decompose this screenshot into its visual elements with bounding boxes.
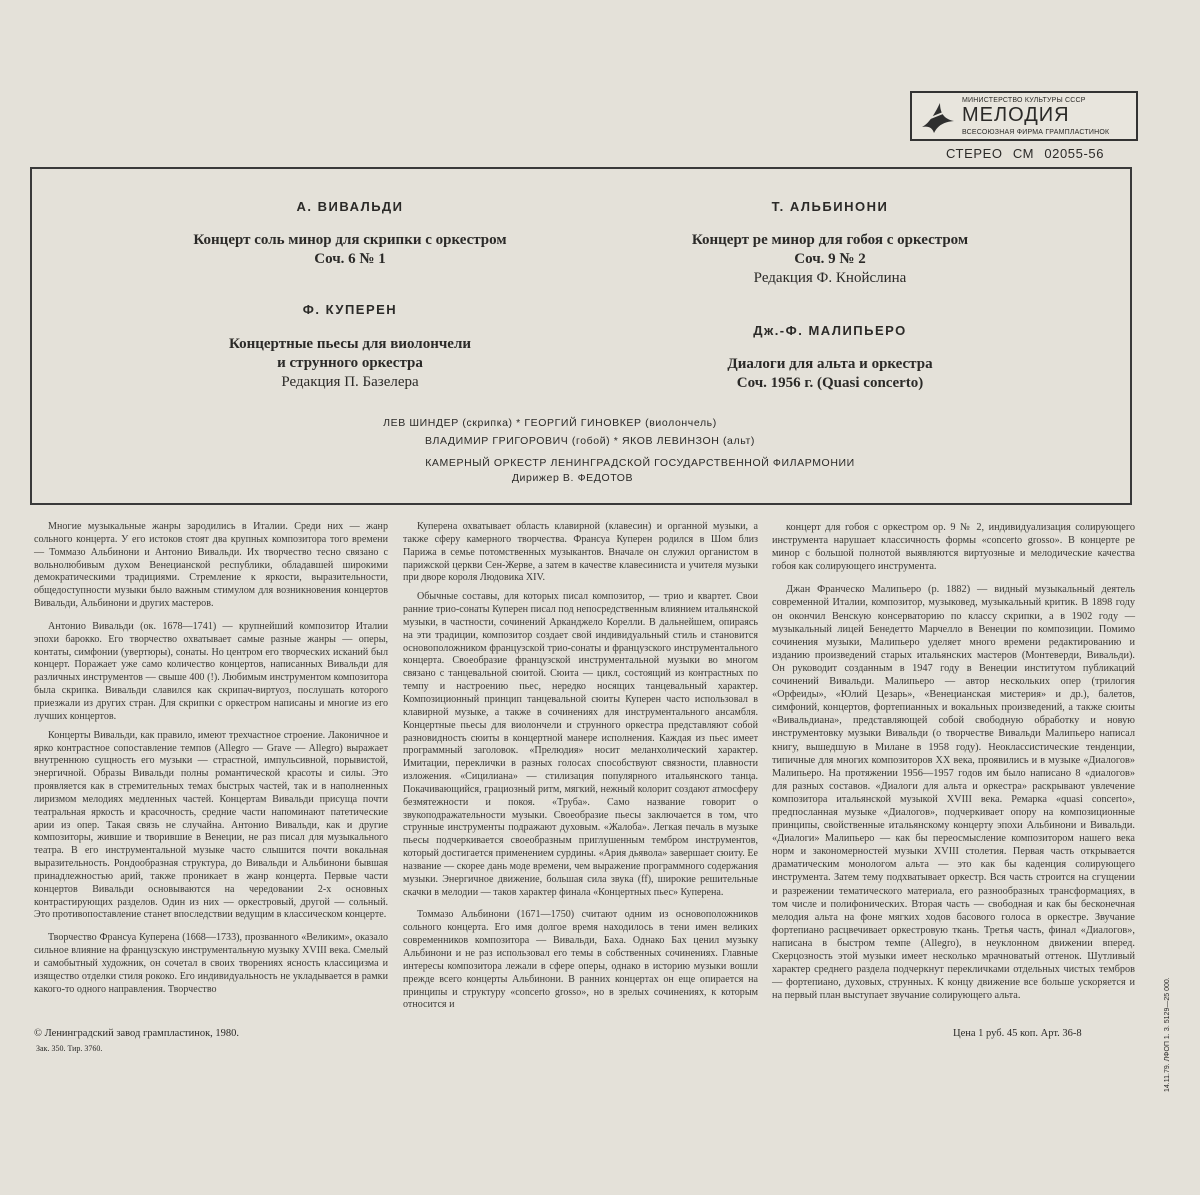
work-title-line: и струнного оркестра — [277, 355, 423, 371]
composer-malipiero: Дж.-Ф. МАЛИПЬЕРО — [753, 323, 907, 338]
work-albinoni — [610, 231, 1050, 288]
composer-couperin: Ф. КУПЕРЕН — [302, 302, 398, 317]
paragraph: Джан Франческо Малипьеро (р. 1882) — видный музыкальный деятель современной Италии, композитор, музыковед, музыкальный критик. В 1898 году он окончил Венскую консерваторию по классу скрипки, а в 1902 году — музыкальный лицей Бенедетто Марчелло в Венеции по композиции. Помимо сочинения музыки, Малипьеро уделяет много времени редактированию и изданию произведений старых итальянских мастеров (Монтеверди, Вивальди). Он руководит созданным в 1947 году в Венеции институтом публикаций сочинений Вивальди. Малипьеро — автор нескольких опер (трилогия «Орфеиды», «Юлий Цезарь», «Венецианская мистерия» и др.), балетов, симфоний, концертов, фортепианных и вокальных произведений, а также сюиты «Вивальдиана», представляющей собой свободную обработку и новую инструментовку музыки Вивальди (о творчестве Вивальди Малипьеро написал книгу, вышедшую в Милане в 1958 году). Неоклассистические тенденции, типичные для многих композиторов XX века, проявились и в музыке «Диалогов» Малипьеро. На протяжении 1956—1957 годов им было написано 8 «диалогов» для разных составов. «Диалоги для альта и оркестра» раскрывают увлечение композитора итальянской музыкой XVIII века. Ремарка «quasi concerto», предпосланная музыке «Диалогов», подчеркивает опору на композиционные принципы, свойственные итальянскому концерту эпохи Альбинони и Вивальди. «Диалоги» Малипьеро — как бы переосмысление композитором нашего века норм и закономерностей музыки XVIII столетия. Первая часть открывается драматическим монологом альта — это как бы каденция солирующего инструмента. Затем тему подхватывает оркестр. Вся часть строится на сгущении и разрежении тематического материала, его разнообразных трансформациях, в том числе и полифонических. Вторая часть — свободная и как бы бесконечная мелодия альта на фоне мягких ходов басового голоса в оркестре. Звучание фортепиано расцвечивает оркестровую ткань. Третья часть, финал «Диалогов», написана в быстром темпе (Allegro), в неуклонном движении вперед. Скерцозность этой музыки имеет несколько мрачноватый оттенок. Шутливый характер среднего раздела подчеркнут перекличками отдельных чистых тембров — фортепиано, духовых, струнных. К концу движение все больше ускоряется и на первый план выступает звучание солирующего альта. — [772, 584, 1135, 1002]
text-column-2 — [403, 521, 758, 1018]
work-opus-line: Соч. 9 № 2 — [794, 251, 866, 267]
composer-albinoni: Т. АЛЬБИНОНИ — [771, 199, 889, 214]
work-title-line: Концерт ре минор для гобоя с оркестром — [691, 232, 969, 248]
work-opus-line: Соч. 6 № 1 — [314, 251, 386, 267]
catalog-number: СТЕРЕО СМ 02055-56 — [946, 146, 1105, 161]
conductor-line: Дирижер В. ФЕДОТОВ — [511, 472, 634, 484]
paragraph: Антонио Вивальди (ок. 1678—1741) — крупнейший композитор Италии эпохи барокко. Его творчество охватывает самые разные жанры — оперы, контаты, симфонии (увертюры), сонаты. Но центром его творческих исканий был концерт. Поражает уже само количество концертов, написанных Вивальди для различных инструментов — свыше 400 (!). Любимым инструментом композитора была скрипка. Вивальди славился как скрипач-виртуоз, послушать которого приезжали из других стран. Для скрипки с оркестром написаны и многие из его лучших концертов. — [34, 620, 388, 722]
paragraph: концерт для гобоя с оркестром ор. 9 № 2, индивидуализация солирующего инструмента нарушает классичность формы «concerto grosso». В концерте ре минор с большой полнотой выявляются виртуозные и мелодические качества гобоя как солирующего инструмента. — [772, 522, 1135, 573]
text-column-1 — [34, 521, 388, 1003]
text-column-3 — [772, 521, 1135, 1008]
print-code-text: 14.11.79. ЛФОП 1. З. 5129—25 000. — [1164, 977, 1171, 1092]
work-vivaldi — [130, 231, 570, 269]
soloists-line-1: ЛЕВ ШИНДЕР (скрипка) * ГЕОРГИЙ ГИНОВКЕР (виолончель) — [383, 417, 717, 429]
paragraph: Обычные составы, для которых писал композитор, — трио и квартет. Свои ранние трио-сонаты Куперен писал под непосредственным влиянием итальянской музыки, в частности, сочинений Арканджело Корелли. В дальнейшем, опираясь на эти традиции, композитор создает свой индивидуальный стиль и становится основоположником французской трио-сонаты и французского инструментального концерта. Своеобразие французской инструментальной музыки во многом связано с танцевальной сюитой. Сюита — цикл, состоящий из контрастных по темпу и настроению пьес, нередко носящих танцевальный характер. Композиционный принцип танцевальной сюиты Куперен часто использовал в клавирной музыке, а также в сочинениях для инструментального ансамбля. Концертные пьесы для виолончели и струнного оркестра представляют собой разновидность сюиты в концертной манере исполнения. Каждая из пьес имеет программный заголовок. «Прелюдия» носит меланхолический характер. Имитации, переклички в разных голосах способствуют связности, плавности изложения. «Сицилиана» — стилизация популярного итальянского танца. Покачивающийся, грациозный ритм, мягкий, нежный колорит создают атмосферу безмятежности и покоя. «Труба». Само название говорит о звукоподражательности музыки. Своеобразие пьесы заключается в том, что струнные инструменты подражают духовым. «Жалоба». Легкая печаль в музыке пьесы подчеркивается своеобразным приглушенным тембром инструментов, который достигается применением сурдины. «Ария дьявола» завершает сюиту. Ее название — скорее дань моде времени, чем выражение программного содержания музыки. Энергичное движение, большая сила звука (ff), широкие решительные скачки в мелодии — таков характер финала «Концертных пьес» Куперена. — [403, 591, 758, 898]
paragraph: Творчество Франсуа Куперена (1668—1733), прозванного «Великим», оказало сильное влияние на французскую инструментальную музыку XVIII века. Смелый и самобытный художник, он сочетал в своих творениях ясность классицизма и изящество отделки стиля рококо. Его индивидуальность не укладывается в рамки какого-то одного направления. Творчество — [34, 932, 388, 995]
logo-ministry-text: МИНИСТЕРСТВО КУЛЬТУРЫ СССР — [962, 97, 1086, 104]
soloists-line-2: ВЛАДИМИР ГРИГОРОВИЧ (гобой) * ЯКОВ ЛЕВИНЗОН (альт) — [425, 435, 755, 447]
work-title-line: Концертные пьесы для виолончели — [228, 336, 472, 352]
paragraph: Концерты Вивальди, как правило, имеют трехчастное строение. Лаконичное и ярко контрастное сопоставление темпов (Allegro — Grave — Allegro) выражает внутреннюю сущность его музыки — страстной, импульсивной, порывистой, энергичной. Образы Вивальди полны романтической красоты и силы. Это проявляется как в стремительных темах быстрых частей, так и в наполненных лиризмом мелодиях медленных частей. Концертам Вивальди присуща почти театральная яркость и красочность, средние части напоминают патетические арии из опер. Такая связь не случайна. Антонио Вивальди, как и другие композиторы, жившие и творившие в Венеции, не раз писал для музыкального театра. В его инструментальной музыке часто слышится почти вокальная выразительность. Рондообразная структура, до Вивальди и Альбинони бывшая принадлежностью арий, также проникает в жанр концерта. Первые части концертов Вивальди основываются на чередовании 2-х основных контрастирующих разделов. Один из них — оркестровый, другой — сольный. Это противопоставление станет впоследствии ведущим в классическом концерте. — [34, 729, 388, 921]
work-title-line: Диалоги для альта и оркестра — [727, 356, 933, 372]
melodiya-emblem-icon — [918, 97, 958, 137]
work-edition-line: Редакция П. Базелера — [281, 374, 419, 390]
work-malipiero — [610, 355, 1050, 393]
work-edition-line: Редакция Ф. Кнойслина — [753, 270, 907, 286]
paragraph: Томмазо Альбинони (1671—1750) считают одним из основоположников сольного концерта. Его имя долгое время находилось в тени имен великих современников композитора — Вивальди, Баха. Однако Бах ценил музыку Альбинони и не раз использовал его темы в собственных сочинениях. Главные интересы композитора лежали в сфере оперы, однако в историю музыки вошли прежде всего концерты Альбинони. В ранних концертах он еще опирается на принципы и структуру «concerto grosso», но в зрелых сочинениях, к которым относится и — [403, 909, 758, 1011]
print-order-line: Зак. 350. Тир. 3760. — [36, 1044, 103, 1053]
copyright-line: © Ленинградский завод грампластинок, 1980. — [34, 1028, 240, 1039]
work-couperin — [130, 335, 570, 392]
paragraph: Куперена охватывает область клавирной (клавесин) и органной музыки, а также сферу камерного творчества. Франсуа Куперен родился в Шом близ Парижа в семье потомственных музыкантов. Вначале он служил органистом в парижской церкви Сен-Жерве, а затем в качестве клавесиниста и учителя музыки при дворе короля Людовика XIV. — [403, 521, 758, 584]
orchestra-line: КАМЕРНЫЙ ОРКЕСТР ЛЕНИНГРАДСКОЙ ГОСУДАРСТВЕННОЙ ФИЛАРМОНИИ — [425, 457, 855, 469]
work-opus-line: Соч. 1956 г. (Quasi concerto) — [736, 375, 924, 391]
logo-name: МЕЛОДИЯ — [962, 104, 1070, 126]
paragraph: Многие музыкальные жанры зародились в Италии. Среди них — жанр сольного концерта. У его истоков стоят два крупных композитора того времени — Томмазо Альбинони и Антонио Вивальди. Их творчество тесно связано с вольнолюбивым духом Венецианской республики, обладавшей широкими демократическими традициями. Стремление к яркости, выразительности, общедоступности музыки было важным стимулом для возникновения концертов Вивальди, Альбинони и других мастеров. — [34, 521, 388, 610]
logo-firm-text: ВСЕСОЮЗНАЯ ФИРМА ГРАМПЛАСТИНОК — [962, 129, 1110, 136]
price-line: Цена 1 руб. 45 коп. Арт. 36-8 — [953, 1028, 1082, 1039]
vertical-print-code — [1164, 932, 1174, 1092]
work-title-line: Концерт соль минор для скрипки с оркестром — [193, 232, 507, 248]
composer-vivaldi: А. ВИВАЛЬДИ — [296, 199, 404, 214]
melodiya-logo — [910, 91, 1138, 141]
